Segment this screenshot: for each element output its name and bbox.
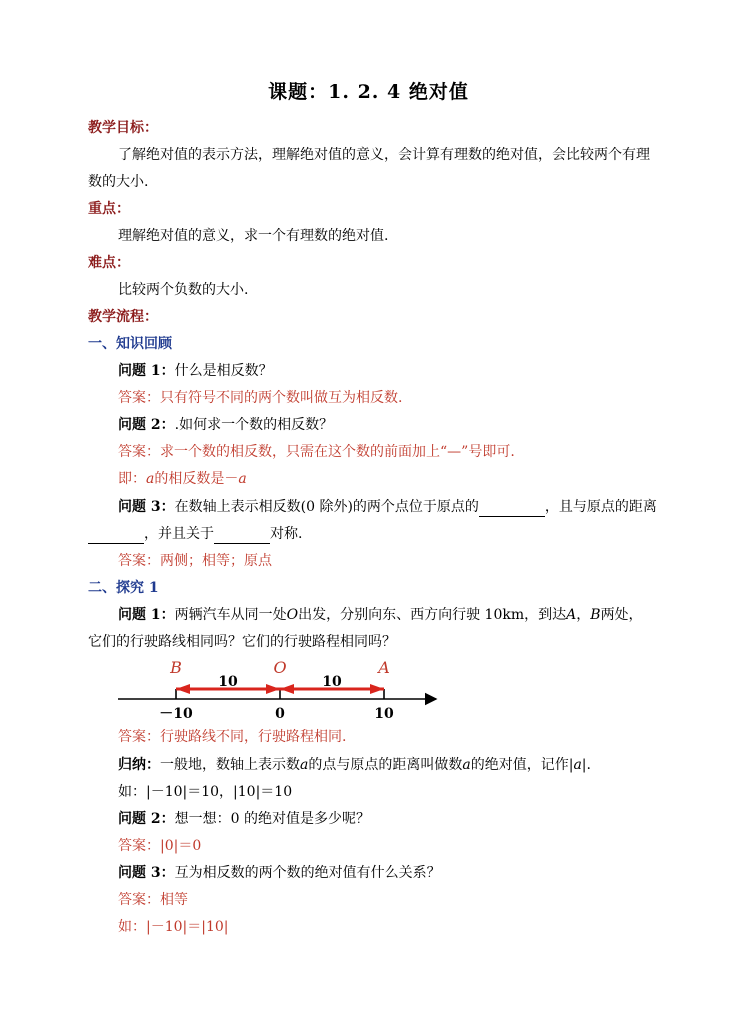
s1-ie-var2: a [238, 471, 247, 487]
s2-answer-2 [118, 836, 201, 856]
s2-q1-b: 出发，分别向东、西方向行驶 10km，到达 [298, 607, 567, 623]
s1-a2-label: 答案： [118, 444, 160, 460]
section1-heading: 一、知识回顾 [88, 336, 172, 352]
right-arrow-head-right [370, 684, 384, 694]
s2-summary-var1: a [300, 757, 309, 773]
difficulty-text: 比较两个负数的大小. [118, 282, 249, 298]
s2-summary [118, 755, 591, 775]
page-title: 课题：1. 2. 4 绝对值 [268, 81, 469, 103]
s2-example-2: 如：|－10|＝|10| [118, 919, 229, 935]
s1-q2-text: .如何求一个数的相反数？ [174, 417, 334, 433]
point-b-label: B [170, 658, 182, 677]
s2-answer-3 [118, 890, 188, 910]
s2-q1-a: 两辆汽车从同一处 [174, 607, 287, 623]
s1-ie-prefix: 即： [118, 471, 146, 487]
s2-a1-label: 答案： [118, 729, 160, 745]
s2-summary-b: 的点与原点的距离叫做数 [308, 757, 463, 773]
tick-label-left: －10 [159, 706, 193, 722]
s1-q3-text3: ，并且关于 [144, 526, 214, 542]
s2-a1-text: 行驶路线不同，行驶路程相同. [160, 729, 347, 745]
s2-q3-text: 互为相反数的两个数的绝对值有什么关系？ [174, 865, 441, 881]
flow-heading: 教学流程： [88, 309, 158, 325]
s1-answer-1 [118, 388, 402, 408]
s1-question-3 [118, 497, 657, 517]
s2-summary-var3: a [573, 757, 582, 773]
s1-q3-text4: 对称. [270, 526, 303, 542]
s1-a3-label: 答案： [118, 553, 160, 569]
key-point-heading: 重点： [88, 201, 130, 217]
s1-ie-line [118, 469, 247, 489]
tick-label-right: 10 [374, 706, 394, 722]
s2-q1-var-a: A [566, 607, 577, 623]
s2-a3-label: 答案： [118, 892, 160, 908]
objectives-line-1: 了解绝对值的表示方法，理解绝对值的意义，会计算有理数的绝对值，会比较两个有理 [118, 147, 650, 163]
s2-q1-comma: ， [576, 607, 591, 623]
s1-a3-text: 两侧；相等；原点 [160, 553, 272, 569]
left-distance-label: 10 [218, 674, 238, 690]
section2-heading: 二、探究 1 [88, 580, 159, 596]
s1-q1-text: 什么是相反数？ [174, 363, 273, 379]
s1-question-2 [118, 415, 333, 435]
s1-q3-label: 问题 3： [118, 499, 175, 515]
s1-ie-var1: a [146, 471, 155, 487]
key-point-text: 理解绝对值的意义，求一个有理数的绝对值. [118, 228, 389, 244]
s1-q3-text2: ，且与原点的距离 [544, 499, 657, 515]
objectives-line-2: 数的大小. [88, 174, 149, 190]
s2-a2-label: 答案： [118, 838, 160, 854]
right-arrow-head-left [280, 684, 294, 694]
s2-summary-label: 归纳： [118, 757, 160, 773]
s2-summary-a: 一般地，数轴上表示数 [160, 757, 300, 773]
s2-a2-text: |0|＝0 [160, 838, 202, 854]
s1-answer-2 [118, 442, 515, 462]
difficulty-heading: 难点： [88, 255, 130, 271]
s2-question-3 [118, 863, 441, 883]
s2-example-1: 如：|－10|＝10，|10|＝10 [118, 784, 293, 800]
number-line-figure [110, 656, 450, 724]
s2-q1-var-o: O [286, 607, 299, 623]
s1-question-3-cont [88, 524, 302, 544]
s2-answer-1 [118, 727, 346, 747]
objectives-heading: 教学目标： [88, 120, 158, 136]
s2-summary-var2: a [462, 757, 471, 773]
s1-a1-label: 答案： [118, 390, 160, 406]
s2-q2-text: 想一想：0 的绝对值是多少呢？ [174, 811, 370, 827]
s1-a2-text: 求一个数的相反数，只需在这个数的前面加上“—”号即可. [160, 444, 515, 460]
left-arrow-head-left [176, 684, 190, 694]
s2-question-1 [118, 605, 643, 625]
s1-q3-blank-1 [479, 501, 545, 517]
s1-q3-blank-2 [88, 528, 144, 544]
s2-q1-label: 问题 1： [118, 607, 175, 623]
s2-question-2 [118, 809, 370, 829]
left-arrow-head-right [266, 684, 280, 694]
s1-q3-blank-3 [214, 528, 270, 544]
right-distance-label: 10 [322, 674, 342, 690]
s1-ie-mid: 的相反数是－ [154, 471, 239, 487]
s1-a1-text: 只有符号不同的两个数叫做互为相反数. [160, 390, 403, 406]
s2-a3-text: 相等 [160, 892, 188, 908]
s2-q1-c: 两处， [600, 607, 643, 623]
s2-summary-c: 的绝对值，记作| [470, 757, 574, 773]
point-a-label: A [378, 658, 390, 677]
s2-question-1-cont: 它们的行驶路线相同吗？它们的行驶路程相同吗？ [88, 634, 396, 650]
s2-q3-label: 问题 3： [118, 865, 175, 881]
s2-summary-d: |. [581, 757, 591, 773]
s1-q2-label: 问题 2： [118, 417, 175, 433]
s1-q1-label: 问题 1： [118, 363, 175, 379]
s2-q1-var-b: B [590, 607, 601, 623]
s1-answer-3 [118, 551, 272, 571]
s2-q2-label: 问题 2： [118, 811, 175, 827]
s1-q3-text: 在数轴上表示相反数(0 除外)的两个点位于原点的 [174, 499, 479, 515]
point-o-label: O [273, 658, 287, 677]
tick-label-origin: 0 [275, 706, 285, 722]
s1-question-1 [118, 361, 273, 381]
